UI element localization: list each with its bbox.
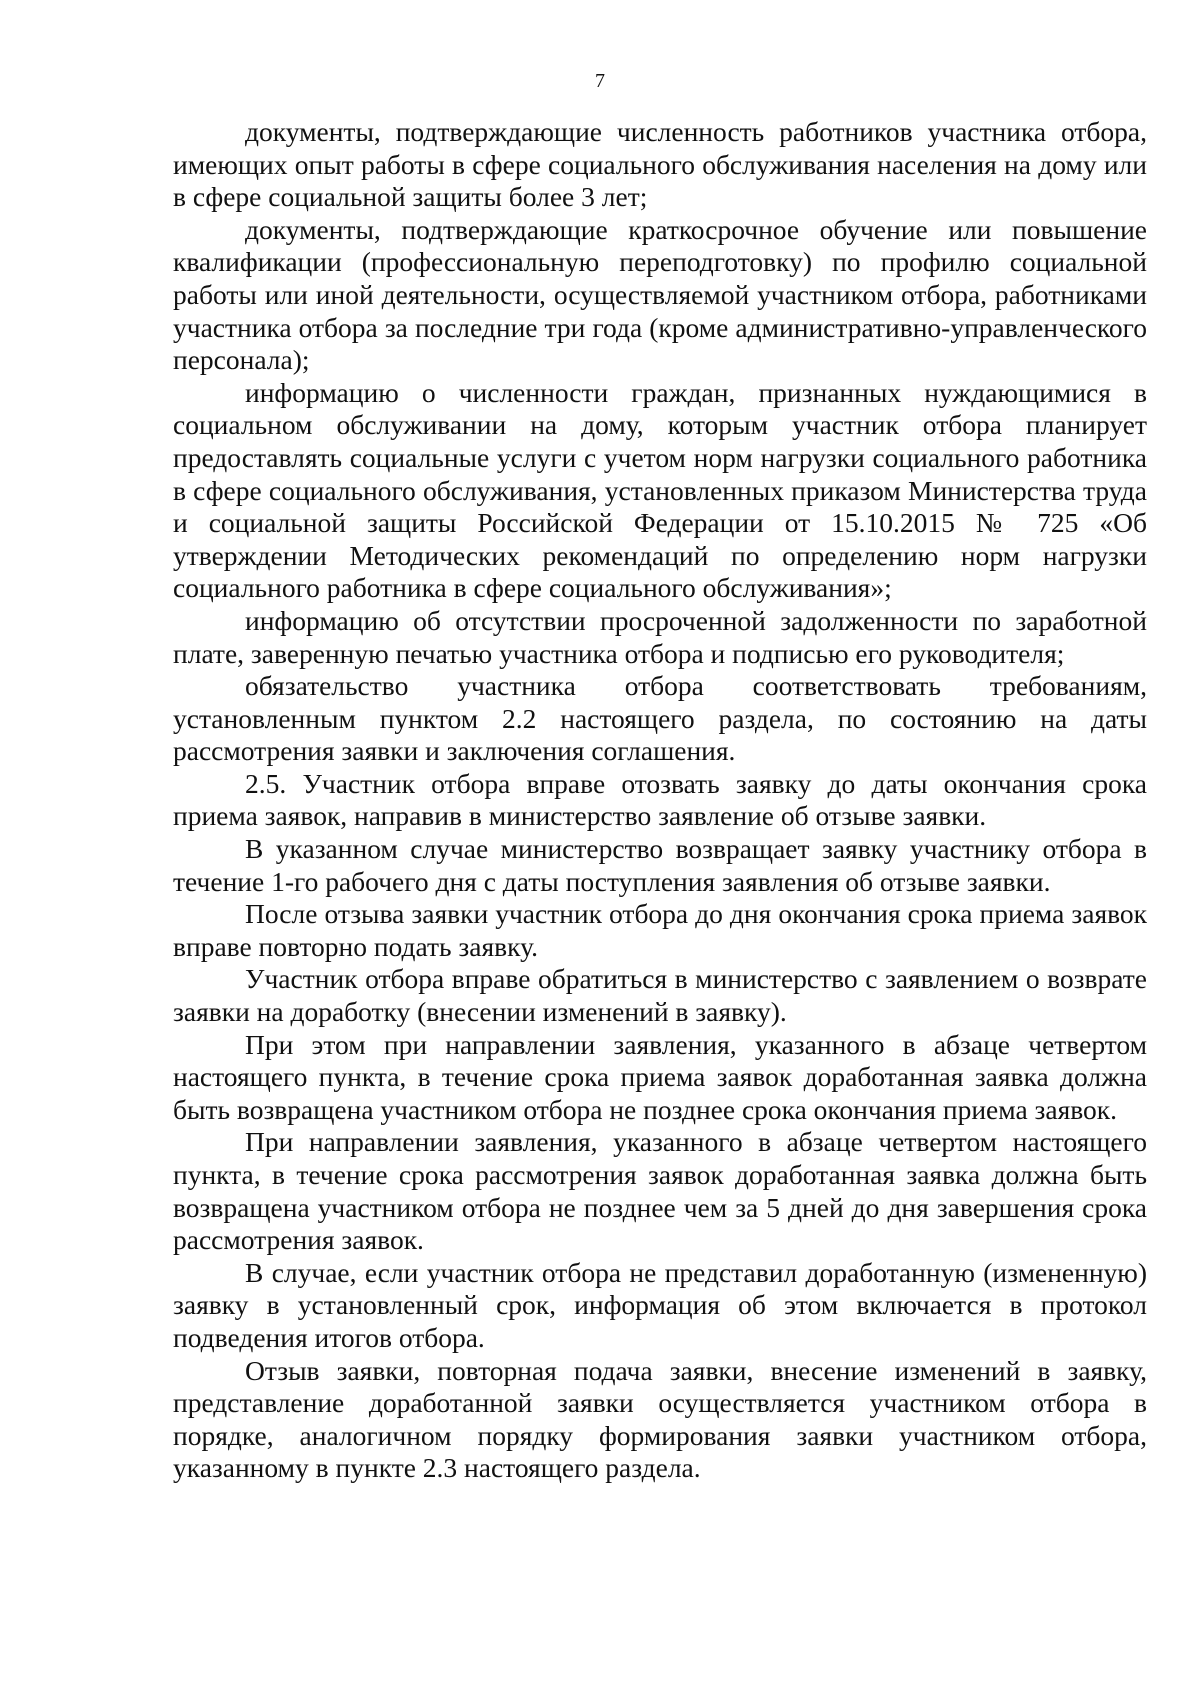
paragraph-revision-during-review: При направлении заявления, указанного в абзаце четвертом настоящего пункта, в течение срока рассмотрения заявок доработанная заявка должна быть возвращена участником отбора не позднее чем за 5 дней до дня завершения срока рассмотрения заявок. bbox=[173, 1126, 1147, 1256]
page-number: 7 bbox=[595, 70, 605, 92]
paragraph-no-salary-debt-information: информацию об отсутствии просроченной задолженности по заработной плате, заверенную печатью участника отбора и подписью его руководителя; bbox=[173, 604, 1147, 669]
paragraph-compliance-obligation: обязательство участника отбора соответствовать требованиям, установленным пунктом 2.2 настоящего раздела, по состоянию на даты рассмотрения заявки и заключения соглашения. bbox=[173, 670, 1147, 767]
document-body bbox=[173, 116, 1147, 1485]
paragraph-return-of-application: В указанном случае министерство возвращает заявку участнику отбора в течение 1-го рабочего дня с даты поступления заявления об отзыве заявки. bbox=[173, 833, 1147, 897]
paragraph-staff-experience-documents: документы, подтверждающие численность работников участника отбора, имеющих опыт работы в сфере социального обслуживания населения на дому или в сфере социальной защиты более 3 лет; bbox=[173, 116, 1147, 213]
paragraph-training-documents: документы, подтверждающие краткосрочное обучение или повышение квалификации (профессиональную переподготовку) по профилю социальной работы или иной деятельности, осуществляемой участником отбора, работниками участника отбора за последние три года (кроме административно-управленческого персонала); bbox=[173, 213, 1147, 376]
paragraph-return-for-revision: Участник отбора вправе обратиться в министерство с заявлением о возврате заявки на доработку (внесении изменений в заявку). bbox=[173, 963, 1147, 1028]
paragraph-failure-to-submit-revision: В случае, если участник отбора не представил доработанную (измененную) заявку в установленный срок, информация об этом включается в протокол подведения итогов отбора. bbox=[173, 1256, 1147, 1353]
paragraph-resubmission: После отзыва заявки участник отбора до дня окончания срока приема заявок вправе повторно подать заявку. bbox=[173, 898, 1147, 962]
paragraph-procedure: Отзыв заявки, повторная подача заявки, внесение изменений в заявку, представление доработанной заявки осуществляется участником отбора в порядке, аналогичном порядку формирования заявки участником отбора, указанному в пункте 2.3 настоящего раздела. bbox=[173, 1354, 1147, 1484]
paragraph-revision-during-acceptance: При этом при направлении заявления, указанного в абзаце четвертом настоящего пункта, в течение срока приема заявок доработанная заявка должна быть возвращена участником отбора не позднее срока окончания приема заявок. bbox=[173, 1028, 1147, 1125]
paragraph-citizens-count-information: информацию о численности граждан, признанных нуждающимися в социальном обслуживании на дому, которым участник отбора планирует предоставлять социальные услуги с учетом норм нагрузки социального работника в сфере социального обслуживания, установленных приказом Министерства труда и социальной защиты Российской Федерации от 15.10.2015 № 725 «Об утверждении Методических рекомендаций по определению норм нагрузки социального работника в сфере социального обслуживания»; bbox=[173, 376, 1147, 604]
paragraph-withdrawal-right: 2.5. Участник отбора вправе отозвать заявку до даты окончания срока приема заявок, направив в министерство заявление об отзыве заявки. bbox=[173, 767, 1147, 832]
